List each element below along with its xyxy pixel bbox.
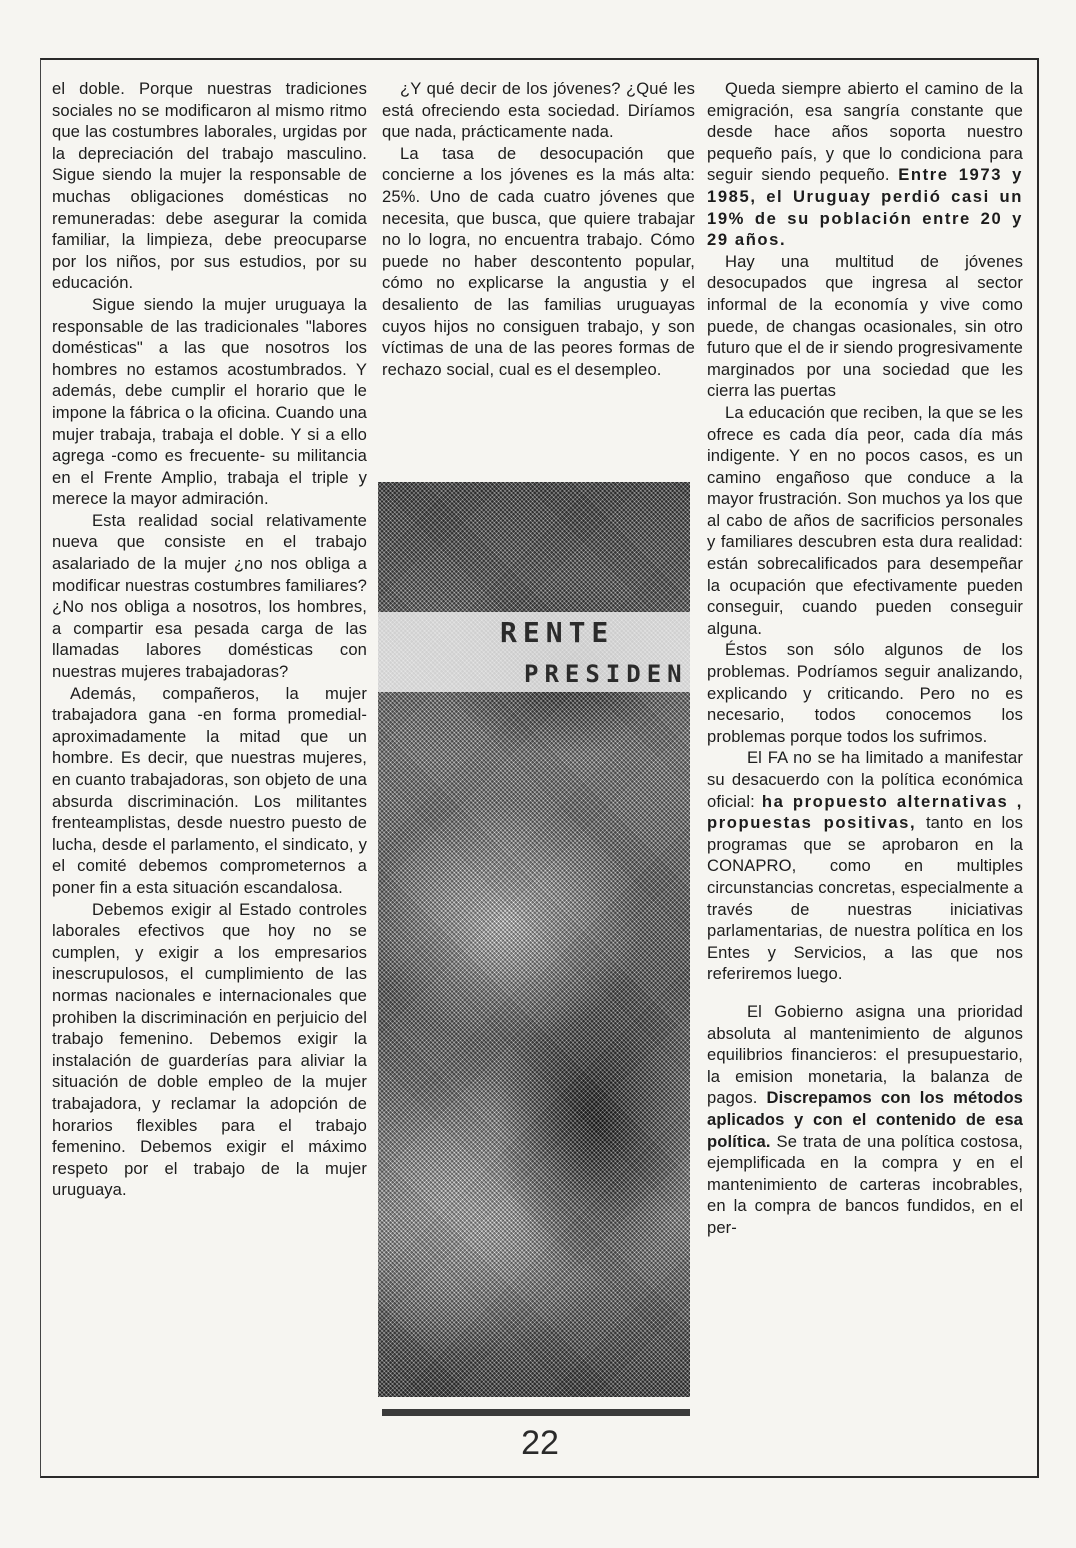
paragraph-text: El FA no se ha limitado a manifestar su desacuerdo con la política económica oficial: — [707, 748, 1023, 811]
paragraph: La tasa de desocupación que concierne a los jóvenes es la más alta: 25%. Uno de cada cuatro jóvenes que necesita, que busca, que quiere trabajar no lo logra, no encuentra trabajo. Cómo puede no haber descontento popular, cómo no explicarse la angustia y el desaliento de las familias uruguayas cuyos hijos no consiguen trabajo, y son víctimas de una de las peores formas de rechazo social, cual es el desempleo. — [382, 143, 695, 379]
photo-banner — [378, 612, 690, 692]
bold-text: Entre 1973 y 1985, el Uruguay perdió casi un 19% de su población entre 20 y 29 años. — [707, 165, 1023, 250]
paragraph: Hay una multitud de jóvenes desocupados que ingresa al sector informal de la economía y vive como puede, de changas ocasionales, sin otro futuro que el de ir siendo progresivamente marginados por una sociedad que les cierra las puertas — [707, 251, 1023, 401]
paragraph: Debemos exigir al Estado controles laborales efectivos que hoy no se cumplen, y exigir a los empresarios inescrupulosos, el cumplimiento de las normas nacionales e internacionales que prohiben la discriminación en perjuicio del trabajo femenino. Debemos exigir la instalación de guarderías para aliviar la situación de doble empleo de la mujer trabajadora, y reclamar la adopción de horarios flexibles para el trabajo femenino. Debemos exigir el máximo respeto por el trabajo de la mujer uruguaya. — [52, 899, 367, 1200]
bold-text: ha propuesto alternativas , propuestas positivas, — [707, 791, 1023, 833]
column-left — [52, 78, 367, 1201]
page-number: 22 — [521, 1424, 559, 1462]
column-middle — [382, 78, 695, 380]
column-right — [707, 78, 1023, 1238]
paragraph: Esta realidad social relativamente nueva que consiste en el trabajo asalariado de la mujer ¿no nos obliga a modificar nuestras costumbres familiares? ¿No nos obliga a nosotros, los hombres, a compartir esa pesada carga de las llamadas labores domésticas con nuestras mujeres trabajadoras? — [52, 510, 367, 682]
paragraph: el doble. Porque nuestras tradiciones sociales no se modificaron al mismo ritmo que las costumbres laborales, urgidas por la depreciación del trabajo masculino. Sigue siendo la mujer la responsable de muchas obligaciones domésticas no remuneradas: debe asegurar la comida familiar, la limpieza, debe preocuparse por los niños, por sus estudios, por su educación. — [52, 79, 367, 293]
paragraph: ¿Y qué decir de los jóvenes? ¿Qué les está ofreciendo esta sociedad. Diríamos que nada, prácticamente nada. — [382, 79, 695, 142]
paragraph: La educación que reciben, la que se les ofrece es cada día peor, cada día más indigente. Y en no pocos casos, es un camino engañoso que conduce a la mayor frustración. Son muchos ya los que al cabo de años de sacrificios personales y familiares descubren esta dura realidad: están sobrecalificados para desempeñar la ocupación que efectivamente pueden conseguir, cuando pueden conseguir alguna. — [707, 402, 1023, 638]
paragraph: Éstos son sólo algunos de los problemas. Podríamos seguir analizando, explicando y criticando. Pero no es necesario, todos conocemos los problemas porque todos los sufrimos. — [707, 640, 1023, 746]
paragraph — [707, 78, 1023, 251]
divider-rule — [382, 1409, 690, 1416]
paragraph-text: Queda siempre abierto el camino de la emigración, esa sangría constante que desde hace años soporta nuestro pequeño país, y que lo condiciona para seguir siendo pequeño. — [707, 79, 1023, 185]
banner-text: PRESIDEN — [524, 660, 688, 688]
banner-text: RENTE — [500, 616, 615, 649]
paragraph-text: Se trata de una política costosa, ejemplificada en la compra y en el mantenimiento de carteras incobrables, en la compra de bancos fundidos, en el per- — [707, 1131, 1023, 1237]
paragraph-text: tanto en los programas que se aprobaron en la CONAPRO, como en multiples circunstancias concretas, especialmente a través de nuestras iniciativas parlamentarias, de nuestra política en los Entes y Servicios, a las que nos referiremos luego. — [707, 813, 1023, 984]
paragraph: Sigue siendo la mujer uruguaya la responsable de las tradicionales "labores domésticas" a las que nosotros los hombres no estamos acostumbrados. Y además, debe cumplir el horario que le impone la fábrica o la oficina. Cuando una mujer trabaja, trabaja el doble. Y si a ello agrega -como es frecuente- su militancia en el Frente Amplio, trabaja el triple y merece la mayor admiración. — [52, 294, 367, 509]
paragraph — [707, 747, 1023, 985]
protest-photo — [378, 482, 690, 1397]
paragraph — [707, 1001, 1023, 1239]
paragraph-text: El Gobierno asigna una prioridad absoluta al mantenimiento de algunos equilibrios financieros: el presupuestario, la emision monetaria, la balanza de pagos. — [707, 1001, 1023, 1108]
paragraph: Además, compañeros, la mujer trabajadora gana -en forma promedial- aproximadamente la mitad que un hombre. Es decir, que nuestras mujeres, en cuanto trabajadoras, son objeto de una absurda discriminación. Los militantes frenteamplistas, desde nuestro puesto de lucha, desde el parlamento, el sindicato, y el comité debemos comprometernos a poner fin a esta situación escandalosa. — [52, 683, 368, 897]
bold-text: Discrepamos con los métodos aplicados y con el contenido de esa política. — [707, 1088, 1024, 1151]
